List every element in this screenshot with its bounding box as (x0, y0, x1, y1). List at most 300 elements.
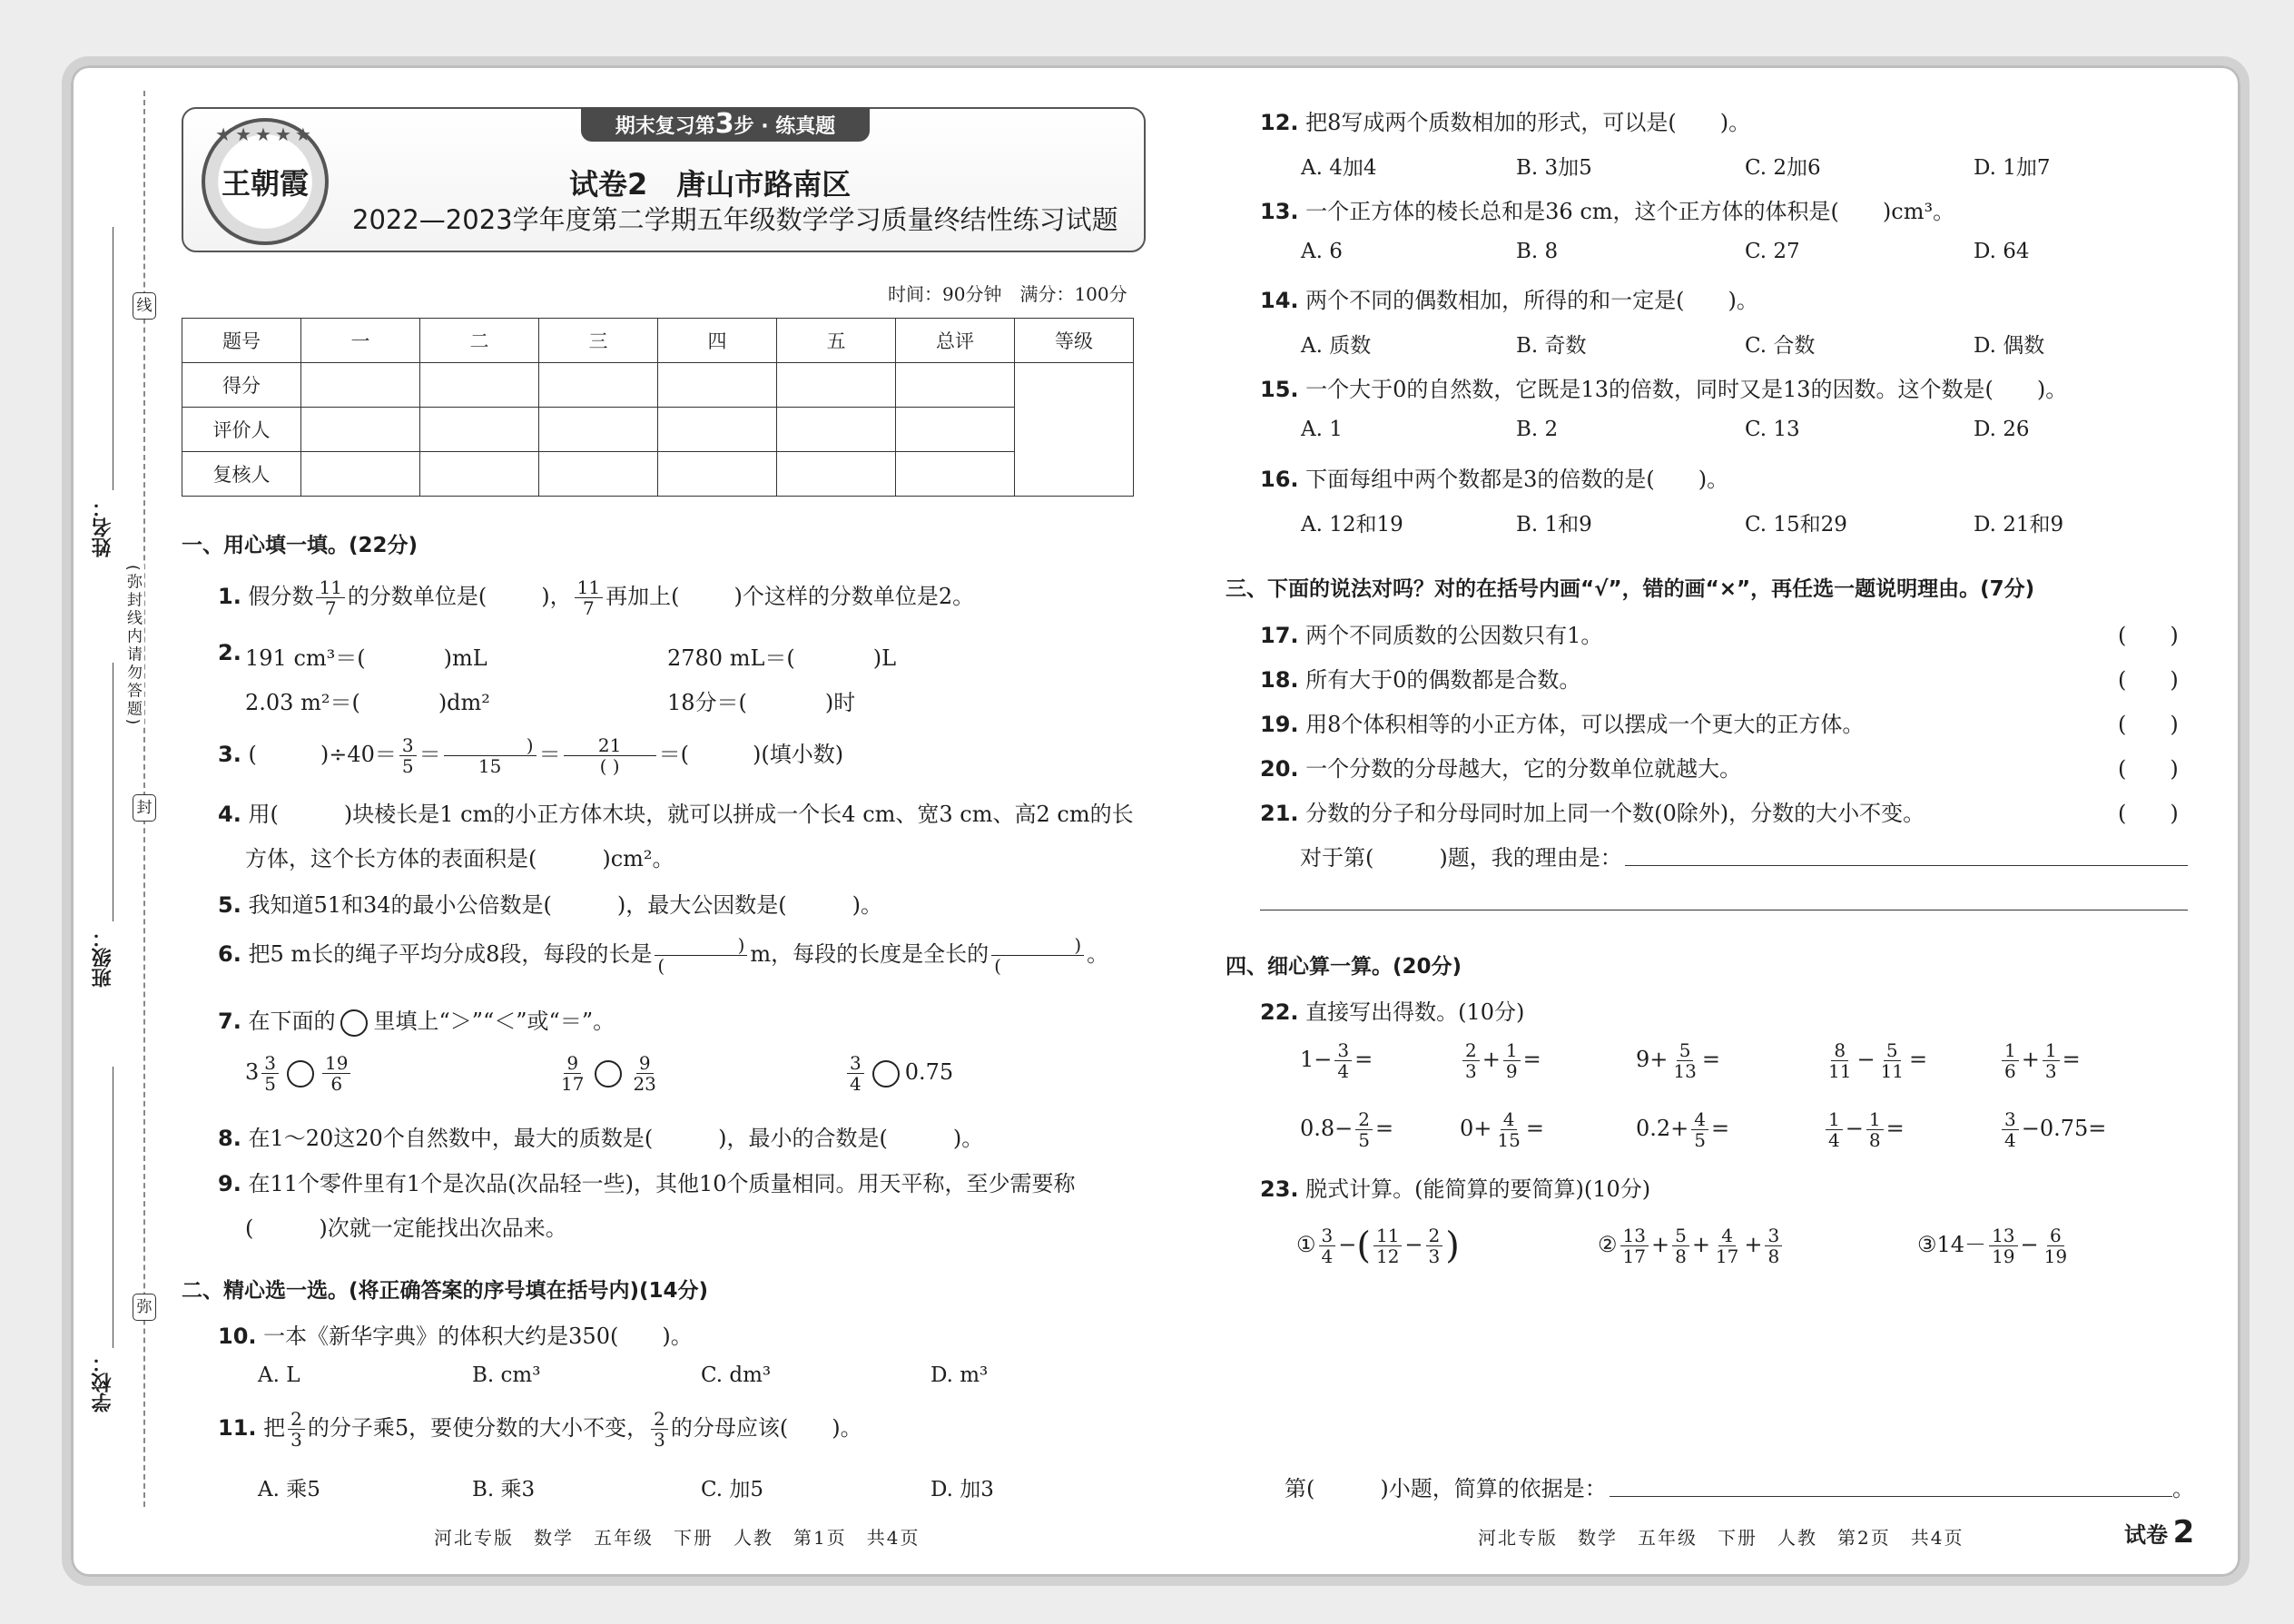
fraction-numerator: 8 (1831, 1040, 1848, 1061)
fraction-numerator: 3 (399, 735, 417, 756)
q16-text: 下面每组中两个数都是3的倍数的是( )。 (1305, 467, 1729, 492)
calc-expression-3[interactable]: ③14－ $\frac{13}{19}$ − $\frac{6}{19}$ (1917, 1225, 2072, 1266)
fraction-numerator: ) (444, 735, 537, 756)
score-cell[interactable] (539, 363, 658, 408)
tf-answer-paren[interactable]: ( ) (2118, 712, 2179, 737)
q1-text-b: 的分数单位是( (347, 584, 487, 609)
q1-fraction-2 (575, 577, 603, 618)
score-cell[interactable] (420, 363, 539, 408)
fraction-numerator: 1 (2002, 1040, 2019, 1061)
paper-tag (2124, 1514, 2194, 1550)
q5-text: 我知道51和34的最小公倍数是( )，最大公因数是( )。 (248, 892, 882, 918)
fraction-denominator: 7 (324, 597, 337, 619)
q11-text: 的分子乘5，要使分数的大小不变， (307, 1415, 649, 1441)
question-number: 16. (1260, 467, 1299, 492)
fraction-numerator: 5 (1884, 1040, 1901, 1061)
score-cell[interactable] (301, 452, 420, 497)
fraction (1373, 1225, 1402, 1266)
side-line-label: 线 (133, 292, 156, 320)
calc-expression[interactable]: $\frac{1}{4}$ − $\frac{1}{8}$ = (1823, 1109, 1905, 1150)
fraction-denominator: 23 (633, 1073, 656, 1095)
question-number: 9. (218, 1171, 241, 1196)
q13-option-c[interactable]: C. 27 (1745, 240, 1800, 263)
calc-expression[interactable]: 1− $\frac{3}{4}$ = (1300, 1039, 1373, 1082)
circled-number: ③14－ (1917, 1232, 1987, 1257)
question-number: 23. (1260, 1176, 1299, 1202)
tf-item-18 (1260, 662, 1580, 694)
fraction (322, 1053, 350, 1094)
tf-text: 一个分数的分母越大，它的分数单位就越大。 (1305, 756, 1742, 782)
question-10 (218, 1318, 693, 1350)
question-number: 13. (1260, 199, 1299, 224)
fraction-denominator: 15 (478, 755, 502, 777)
score-cell[interactable] (539, 408, 658, 452)
q10-option-a[interactable]: A. L (258, 1363, 300, 1387)
question-4 (218, 796, 1134, 828)
fraction-denominator: 17 (1622, 1245, 1646, 1267)
fraction (651, 1409, 668, 1450)
footer-left: 河北专版 数学 五年级 下册 人教 第1页 共4页 (434, 1527, 921, 1549)
score-cell[interactable] (301, 408, 420, 452)
mixed-whole: 3 (245, 1059, 260, 1085)
fraction-denominator: 12 (1375, 1245, 1400, 1267)
fraction-denominator: 3 (290, 1429, 302, 1451)
q15-option-d[interactable]: D. 26 (1974, 418, 2030, 441)
q1-fraction (316, 577, 344, 618)
banner-text-b: 步 · 练真题 (733, 115, 836, 138)
fraction-denominator: ( ) (599, 755, 620, 777)
question-4-line2: 方体，这个长方体的表面积是( )cm²。 (245, 846, 674, 871)
tf-text: 所有大于0的偶数都是合数。 (1305, 667, 1581, 693)
fraction (2002, 1040, 2019, 1081)
fraction-denominator: 7 (583, 597, 595, 619)
score-cell[interactable] (777, 363, 896, 408)
compare-circle[interactable] (872, 1060, 900, 1088)
reviewer-row (182, 452, 1134, 497)
simplify-basis-end: 。 (2172, 1476, 2194, 1501)
q10-option-d[interactable]: D. m³ (930, 1363, 989, 1387)
q2-text: )时 (824, 690, 856, 715)
fraction-numerator: 3 (2002, 1109, 2019, 1130)
score-cell[interactable] (539, 452, 658, 497)
question-13 (1260, 193, 1954, 225)
score-cell[interactable] (777, 452, 896, 497)
reason-prompt: 对于第( )题，我的理由是： (1300, 845, 1622, 871)
q9-line-1: 在11个零件里有1个是次品(次品轻一些)，其他10个质量相同。用天平称，至少需要称 (248, 1171, 1076, 1196)
q10-option-c[interactable]: C. dm³ (701, 1363, 772, 1387)
calc-expression[interactable]: 9+ $\frac{5}{13}$ = (1636, 1039, 1720, 1082)
compare-circle[interactable] (595, 1060, 622, 1088)
fraction-denominator: 19 (2043, 1245, 2068, 1267)
name-label: 姓名： (92, 497, 114, 557)
fraction-numerator: 3 (847, 1053, 864, 1074)
calc-expression-1[interactable]: ① $\frac{3}{4}$ −( $\frac{11}{12}$ − $\frac{2}{3}$ ) (1296, 1225, 1460, 1267)
q13-option-b[interactable]: B. 8 (1516, 240, 1559, 263)
question-15 (1260, 371, 2067, 403)
tf-answer-paren[interactable]: ( ) (2118, 756, 2179, 782)
score-header-cell: 一 (301, 319, 420, 363)
paper-tag-number: 2 (2172, 1514, 2195, 1550)
question-number: 20. (1260, 756, 1299, 782)
q22-text: 直接写出得数。(10分) (1305, 999, 1525, 1025)
fraction-numerator: 13 (1620, 1225, 1649, 1246)
simplify-basis-line[interactable] (1610, 1496, 2172, 1497)
fraction-denominator: 4 (2004, 1129, 2016, 1151)
fraction (1713, 1225, 1741, 1266)
q3-text: )(填小数) (752, 742, 844, 767)
compare-circle[interactable] (287, 1060, 314, 1088)
question-number: 5. (218, 892, 241, 918)
score-cell[interactable] (658, 363, 777, 408)
section-3-title: 三、下面的说法对吗？对的在括号内画“√”，错的画“×”，再任选一题说明理由。(7分) (1226, 577, 2035, 601)
fraction (2002, 1109, 2019, 1150)
fraction (1826, 1109, 1843, 1150)
q2-text: )dm² (438, 690, 490, 715)
fraction (1620, 1225, 1649, 1266)
review-banner (581, 107, 870, 142)
q7-text: 在下面的 (248, 1009, 336, 1034)
score-cell[interactable] (420, 408, 539, 452)
fraction (847, 1053, 864, 1094)
paper-subtitle: 2022—2023学年度第二学期五年级数学学习质量终结性练习试题 (352, 204, 1118, 235)
question-16 (1260, 461, 1728, 493)
fraction-numerator: 9 (564, 1053, 581, 1074)
fraction-numerator: 2 (1355, 1109, 1373, 1130)
fraction-numerator: 11 (316, 577, 344, 598)
school-label: 学校： (92, 1353, 114, 1412)
fraction-denominator: ( (994, 955, 1001, 977)
q3-blank-fraction-2[interactable] (564, 735, 656, 776)
tf-answer-paren[interactable]: ( ) (2118, 623, 2179, 648)
q7-text-2: 里填上“＞”“＜”或“＝”。 (373, 1009, 615, 1034)
q10-text: 一本《新华字典》的体积大约是350( )。 (263, 1324, 693, 1349)
q3-equals: ＝ (418, 742, 441, 767)
fraction (1334, 1040, 1352, 1081)
q2-text: )L (872, 645, 897, 671)
tf-item-19 (1260, 706, 1864, 738)
fraction-numerator: 3 (1334, 1040, 1352, 1061)
question-7 (218, 1003, 615, 1037)
section-4-title: 四、细心算一算。(20分) (1226, 955, 1462, 979)
fraction (1670, 1040, 1698, 1081)
score-header-row (182, 319, 1134, 363)
fraction (1765, 1225, 1782, 1266)
side-seal-label: 封 (133, 794, 156, 822)
calc-expression[interactable]: 0.8− $\frac{2}{5}$ = (1300, 1108, 1394, 1151)
question-9-line2: ( )次就一定能找出次品来。 (245, 1216, 567, 1241)
tf-answer-paren[interactable]: ( ) (2118, 801, 2179, 826)
tf-text: 两个不同质数的公因数只有1。 (1305, 623, 1603, 648)
question-6 (218, 935, 1108, 976)
fraction-denominator: 3 (1465, 1060, 1477, 1082)
q12-text: 把8写成两个质数相加的形式，可以是( )。 (1305, 110, 1751, 135)
q12-option-d[interactable]: D. 1加7 (1974, 156, 2051, 180)
fraction-numerator: 9 (636, 1053, 654, 1074)
fraction-numerator: 2 (1426, 1225, 1443, 1246)
calc-expression[interactable]: $\frac{3}{4}$ −0.75= (1999, 1109, 2106, 1150)
fraction-denominator: 13 (1673, 1060, 1697, 1082)
fraction-numerator: 2 (1462, 1040, 1480, 1061)
q15-option-b[interactable]: B. 2 (1516, 418, 1559, 441)
simplify-basis-prompt: 第( )小题，简算的依据是： (1285, 1476, 1607, 1501)
score-header-cell: 五 (777, 319, 896, 363)
tf-text: 分数的分子和分母同时加上同一个数(0除外)，分数的大小不变。 (1305, 801, 1925, 826)
q11-text: 的分母应该( )。 (670, 1415, 862, 1441)
score-cell[interactable] (658, 452, 777, 497)
footer-right: 河北专版 数学 五年级 下册 人教 第2页 共4页 (1478, 1527, 1964, 1549)
score-row-label: 得分 (182, 363, 301, 408)
q23-text: 脱式计算。(能简算的要简算)(10分) (1305, 1176, 1651, 1202)
q11-text: 把 (263, 1415, 286, 1441)
q6-text: 把5 m长的绳子平均分成8段，每段的长是 (248, 941, 653, 967)
paper-title: 试卷2 唐山市路南区 (569, 167, 852, 202)
fraction-denominator: 5 (1358, 1129, 1371, 1151)
grade-cell[interactable] (1015, 363, 1134, 497)
q14-option-a[interactable]: A. 质数 (1301, 334, 1372, 358)
score-cell[interactable] (896, 408, 1015, 452)
tf-answer-paren[interactable]: ( ) (2118, 667, 2179, 693)
q2-text: 2.03 m²＝( (245, 690, 360, 715)
fraction (558, 1053, 586, 1094)
q2-text: 191 cm³＝( (245, 645, 366, 671)
class-label: 班级： (92, 928, 114, 988)
calc-expression[interactable]: 0.2+ $\frac{4}{5}$ = (1636, 1108, 1730, 1151)
q3-text: ( (248, 742, 257, 767)
evaluator-row (182, 408, 1134, 452)
question-number: 6. (218, 941, 241, 967)
question-12 (1260, 104, 1750, 136)
fraction (1355, 1109, 1373, 1150)
q14-option-b[interactable]: B. 奇数 (1516, 334, 1587, 358)
fraction (1866, 1109, 1884, 1150)
q3-text: )÷40＝ (320, 742, 397, 767)
fraction-numerator: 5 (1677, 1040, 1694, 1061)
q7-item-2 (556, 1053, 662, 1094)
q2-text: 2780 mL＝( (667, 645, 795, 671)
fraction-numerator: 11 (575, 577, 603, 598)
fraction-denominator: 6 (2004, 1060, 2016, 1082)
fraction-numerator: 2 (651, 1409, 668, 1430)
q6-text: m，每段的长度是全长的 (750, 941, 989, 967)
score-cell[interactable] (658, 408, 777, 452)
circled-number: ② (1598, 1232, 1618, 1257)
q16-option-c[interactable]: C. 15和29 (1745, 513, 1847, 536)
question-14 (1260, 282, 1758, 314)
q3-text: ＝( (658, 742, 689, 767)
q11-option-b[interactable]: B. 乘3 (472, 1478, 536, 1501)
tf-item-20 (1260, 751, 1741, 782)
score-cell[interactable] (896, 363, 1015, 408)
logo-star-icon: ★★★★★ (215, 123, 315, 145)
q14-option-c[interactable]: C. 合数 (1745, 334, 1816, 358)
question-8 (218, 1120, 983, 1152)
q15-option-a[interactable]: A. 1 (1301, 418, 1343, 441)
score-header-cell: 等级 (1015, 319, 1134, 363)
side-seal-note: (弥封线内请勿答题) (122, 565, 144, 727)
q13-text: 一个正方体的棱长总和是36 cm，这个正方体的体积是( )cm³。 (1305, 199, 1955, 224)
fraction-denominator: 8 (1868, 1129, 1881, 1151)
q12-option-a[interactable]: A. 4加4 (1301, 156, 1377, 180)
fraction-denominator: 8 (1767, 1245, 1780, 1267)
q12-option-c[interactable]: C. 2加6 (1745, 156, 1821, 180)
fraction (1691, 1109, 1708, 1150)
fraction-numerator: 3 (1765, 1225, 1782, 1246)
question-11 (218, 1409, 862, 1450)
time-info: 时间：90分钟 满分：100分 (888, 283, 1127, 305)
fraction (288, 1409, 305, 1450)
question-number: 22. (1260, 999, 1299, 1025)
question-number: 1. (218, 584, 241, 609)
reason-answer-line[interactable] (1625, 865, 2188, 866)
fraction-numerator: 4 (1501, 1109, 1518, 1130)
fraction-denominator: 8 (1675, 1245, 1687, 1267)
fraction-denominator: 4 (850, 1073, 861, 1095)
section-1-title: 一、用心填一填。(22分) (182, 534, 418, 557)
logo-seal (202, 118, 329, 245)
fraction (1672, 1225, 1689, 1266)
fraction (1989, 1225, 2017, 1266)
fraction-denominator: 15 (1497, 1129, 1521, 1151)
fraction-denominator: 4 (1828, 1129, 1840, 1151)
fraction-numerator: 1 (1826, 1109, 1843, 1130)
fraction-denominator: 5 (401, 755, 414, 777)
q13-option-a[interactable]: A. 6 (1301, 240, 1343, 263)
banner-step-num: 3 (714, 108, 734, 140)
fraction-denominator: 3 (2044, 1060, 2057, 1082)
score-header-cell: 总评 (896, 319, 1015, 363)
fraction-denominator: 4 (1337, 1060, 1350, 1082)
score-row-label: 评价人 (182, 408, 301, 452)
q6-blank-fraction-1[interactable] (655, 935, 747, 976)
fraction (1503, 1040, 1521, 1081)
fraction (1426, 1225, 1443, 1266)
q16-option-b[interactable]: B. 1和9 (1516, 513, 1592, 536)
fraction-denominator: 4 (1321, 1245, 1334, 1267)
section-2-title: 二、精心选一选。(将正确答案的序号填在括号内)(14分) (182, 1279, 709, 1303)
score-row (182, 363, 1134, 408)
tf-item-21 (1260, 795, 1925, 827)
decimal-value: 0.75 (904, 1059, 954, 1085)
q6-blank-fraction-2[interactable] (991, 935, 1084, 976)
q15-text: 一个大于0的自然数，它既是13的倍数，同时又是13的因数。这个数是( )。 (1305, 377, 2068, 402)
fraction-numerator: 5 (1672, 1225, 1689, 1246)
q3-blank-fraction-1[interactable] (444, 735, 537, 776)
question-23 (1260, 1171, 1650, 1203)
q8-text: 在1～20这20个自然数中，最大的质数是( )，最小的合数是( )。 (248, 1126, 984, 1151)
fraction (1878, 1040, 1906, 1081)
fraction (1494, 1109, 1522, 1150)
fraction (2043, 1040, 2060, 1081)
q16-option-a[interactable]: A. 12和19 (1301, 513, 1403, 536)
fraction (1319, 1225, 1336, 1266)
score-cell[interactable] (777, 408, 896, 452)
question-number: 10. (218, 1324, 257, 1349)
question-number: 17. (1260, 623, 1299, 648)
fraction-denominator: 6 (330, 1073, 343, 1095)
question-2d (667, 684, 855, 716)
fraction-numerator: 4 (1691, 1109, 1708, 1130)
fraction (630, 1053, 658, 1094)
q1-text-e: )个这样的分数单位是2。 (733, 584, 975, 609)
fraction-denominator: 5 (1694, 1129, 1707, 1151)
q16-option-d[interactable]: D. 21和9 (1974, 513, 2064, 536)
q14-option-d[interactable]: D. 偶数 (1974, 334, 2045, 358)
q13-option-d[interactable]: D. 64 (1974, 240, 2030, 263)
calc-expression[interactable]: $\frac{2}{3}$ + $\frac{1}{9}$ = (1460, 1040, 1541, 1081)
fraction-numerator: ) (655, 935, 747, 956)
calc-expression[interactable]: 0+ $\frac{4}{15}$ = (1460, 1108, 1544, 1151)
tf-item-17 (1260, 617, 1602, 649)
calc-expression-2[interactable]: ② $\frac{13}{17}$ + $\frac{5}{8}$ + $\frac{4}{17}$ + $\frac{3}{8}$ (1598, 1225, 1785, 1266)
fraction-denominator: 11 (1880, 1060, 1905, 1082)
score-header-cell: 四 (658, 319, 777, 363)
paper-tag-label: 试卷 (2124, 1522, 2168, 1548)
question-number: 3. (218, 742, 241, 767)
q15-option-c[interactable]: C. 13 (1745, 418, 1800, 441)
score-table (182, 318, 1134, 497)
fraction-denominator: 5 (264, 1073, 277, 1095)
question-number: 19. (1260, 712, 1299, 737)
score-cell[interactable] (301, 363, 420, 408)
fraction-numerator: 13 (1989, 1225, 2017, 1246)
question-9 (218, 1166, 1076, 1197)
score-cell[interactable] (420, 452, 539, 497)
calc-expression[interactable]: $\frac{1}{6}$ + $\frac{1}{3}$ = (1999, 1040, 2081, 1081)
logo-text: 王朝霞 (221, 166, 309, 201)
fraction-denominator: ( (657, 955, 665, 977)
circled-number: ① (1296, 1232, 1316, 1257)
fraction-numerator: 6 (2047, 1225, 2064, 1246)
q11-option-a[interactable]: A. 乘5 (258, 1478, 320, 1501)
question-number: 14. (1260, 288, 1299, 313)
fraction-denominator: 3 (1428, 1245, 1441, 1267)
fraction-numerator: 1 (1503, 1040, 1521, 1061)
fraction-denominator: 11 (1828, 1060, 1852, 1082)
q10-option-b[interactable]: B. cm³ (472, 1363, 541, 1387)
compare-circle-icon (340, 1009, 368, 1037)
fraction-numerator: 2 (288, 1409, 305, 1430)
question-number: 21. (1260, 801, 1299, 826)
fraction-denominator: 17 (561, 1073, 585, 1095)
q2-text: )mL (443, 645, 487, 671)
question-3 (218, 735, 843, 776)
question-1 (218, 577, 974, 618)
fraction-denominator: 19 (1992, 1245, 2015, 1267)
question-number: 11. (218, 1415, 257, 1441)
fraction-numerator: 1 (2043, 1040, 2060, 1061)
question-22 (1260, 994, 1524, 1026)
question-2a (245, 640, 487, 672)
q11-option-d[interactable]: D. 加3 (930, 1478, 994, 1501)
fraction-numerator: 3 (261, 1053, 279, 1074)
fraction (2042, 1225, 2070, 1266)
score-row-label: 复核人 (182, 452, 301, 497)
banner-text-a: 期末复习第 (615, 115, 715, 138)
score-header-cell: 三 (539, 319, 658, 363)
calc-expression[interactable]: $\frac{8}{11}$ − $\frac{5}{11}$ = (1823, 1040, 1927, 1081)
fraction (261, 1053, 279, 1094)
q12-option-b[interactable]: B. 3加5 (1516, 156, 1592, 180)
fraction-numerator: 11 (1373, 1225, 1402, 1246)
score-cell[interactable] (896, 452, 1015, 497)
q11-option-c[interactable]: C. 加5 (701, 1478, 764, 1501)
fraction-numerator: ) (991, 935, 1084, 956)
q1-text-d: 再加上( (605, 584, 680, 609)
q7-item-3 (844, 1053, 953, 1094)
question-5 (218, 887, 882, 919)
q3-equals: ＝ (538, 742, 561, 767)
fraction-numerator: 21 (564, 735, 656, 756)
